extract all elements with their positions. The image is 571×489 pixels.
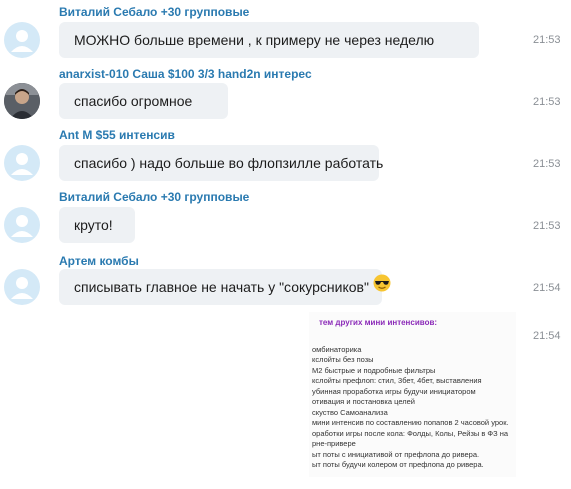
message-bubble[interactable]: МОЖНО больше времени , к примеру не через неделю <box>59 22 479 58</box>
message-text: списывать главное не начать у "сокурсников" <box>74 279 369 295</box>
attachment-line: отивация и постановка целей <box>312 397 415 406</box>
default-avatar-icon[interactable] <box>4 145 40 181</box>
message-time: 21:53 <box>533 158 561 170</box>
message-time: 21:53 <box>533 220 561 232</box>
attachment-line: кслойты префлоп: стил, 3бет, 4бет, выставления <box>312 376 482 385</box>
attachment-line: оработки игры после кола: Фолды, Колы, Рейзы в ФЗ на <box>312 428 509 438</box>
attachment-line: скуство Самоанализа <box>312 407 388 417</box>
message-bubble[interactable]: спасибо ) надо больше во флопзилле работать <box>59 145 379 181</box>
attachment-line: М2 быстрые и подробные фильтры <box>312 365 436 375</box>
attachment-line: мини интенсив по составлению попапов 2 часовой урок. <box>312 418 509 427</box>
sunglasses-emoji-icon <box>373 269 391 305</box>
message-bubble[interactable]: спасибо огромное <box>59 83 228 119</box>
attachment-line: кслойты без позы <box>312 355 374 364</box>
sender-name[interactable]: Виталий Себало +30 групповые <box>59 190 250 204</box>
message-time: 21:53 <box>533 96 561 108</box>
message-time: 21:54 <box>533 282 561 294</box>
attachment-line: ыт поты с инициативой от префлопа до ривера. <box>312 449 480 459</box>
message-time: 21:53 <box>533 34 561 46</box>
attachment-title: тем других мини интенсивов: <box>319 318 438 327</box>
message-bubble[interactable] <box>59 269 382 305</box>
attachment-line: убинная проработка игры будучи инициатором <box>312 386 476 396</box>
sender-name[interactable]: Артем комбы <box>59 254 139 268</box>
attachment-line: рне-привере <box>312 439 356 448</box>
default-avatar-icon[interactable] <box>4 269 40 305</box>
default-avatar-icon[interactable] <box>4 22 40 58</box>
default-avatar-icon[interactable] <box>4 207 40 243</box>
attachment-image[interactable] <box>309 312 516 477</box>
sender-name[interactable]: Виталий Себало +30 групповые <box>59 5 250 19</box>
attachment-line: омбинаторика <box>312 344 362 354</box>
message-time: 21:54 <box>533 330 561 342</box>
attachment-line: ыт поты будучи колером от префлопа до ривера. <box>312 460 484 469</box>
user-photo[interactable] <box>4 83 40 119</box>
attachment-lines <box>309 345 516 471</box>
message-bubble[interactable]: круто! <box>59 207 135 243</box>
sender-name[interactable]: anarxist-010 Саша $100 3/3 hand2n интерес <box>59 67 312 81</box>
sender-name[interactable]: Ant M $55 интенсив <box>59 128 175 142</box>
